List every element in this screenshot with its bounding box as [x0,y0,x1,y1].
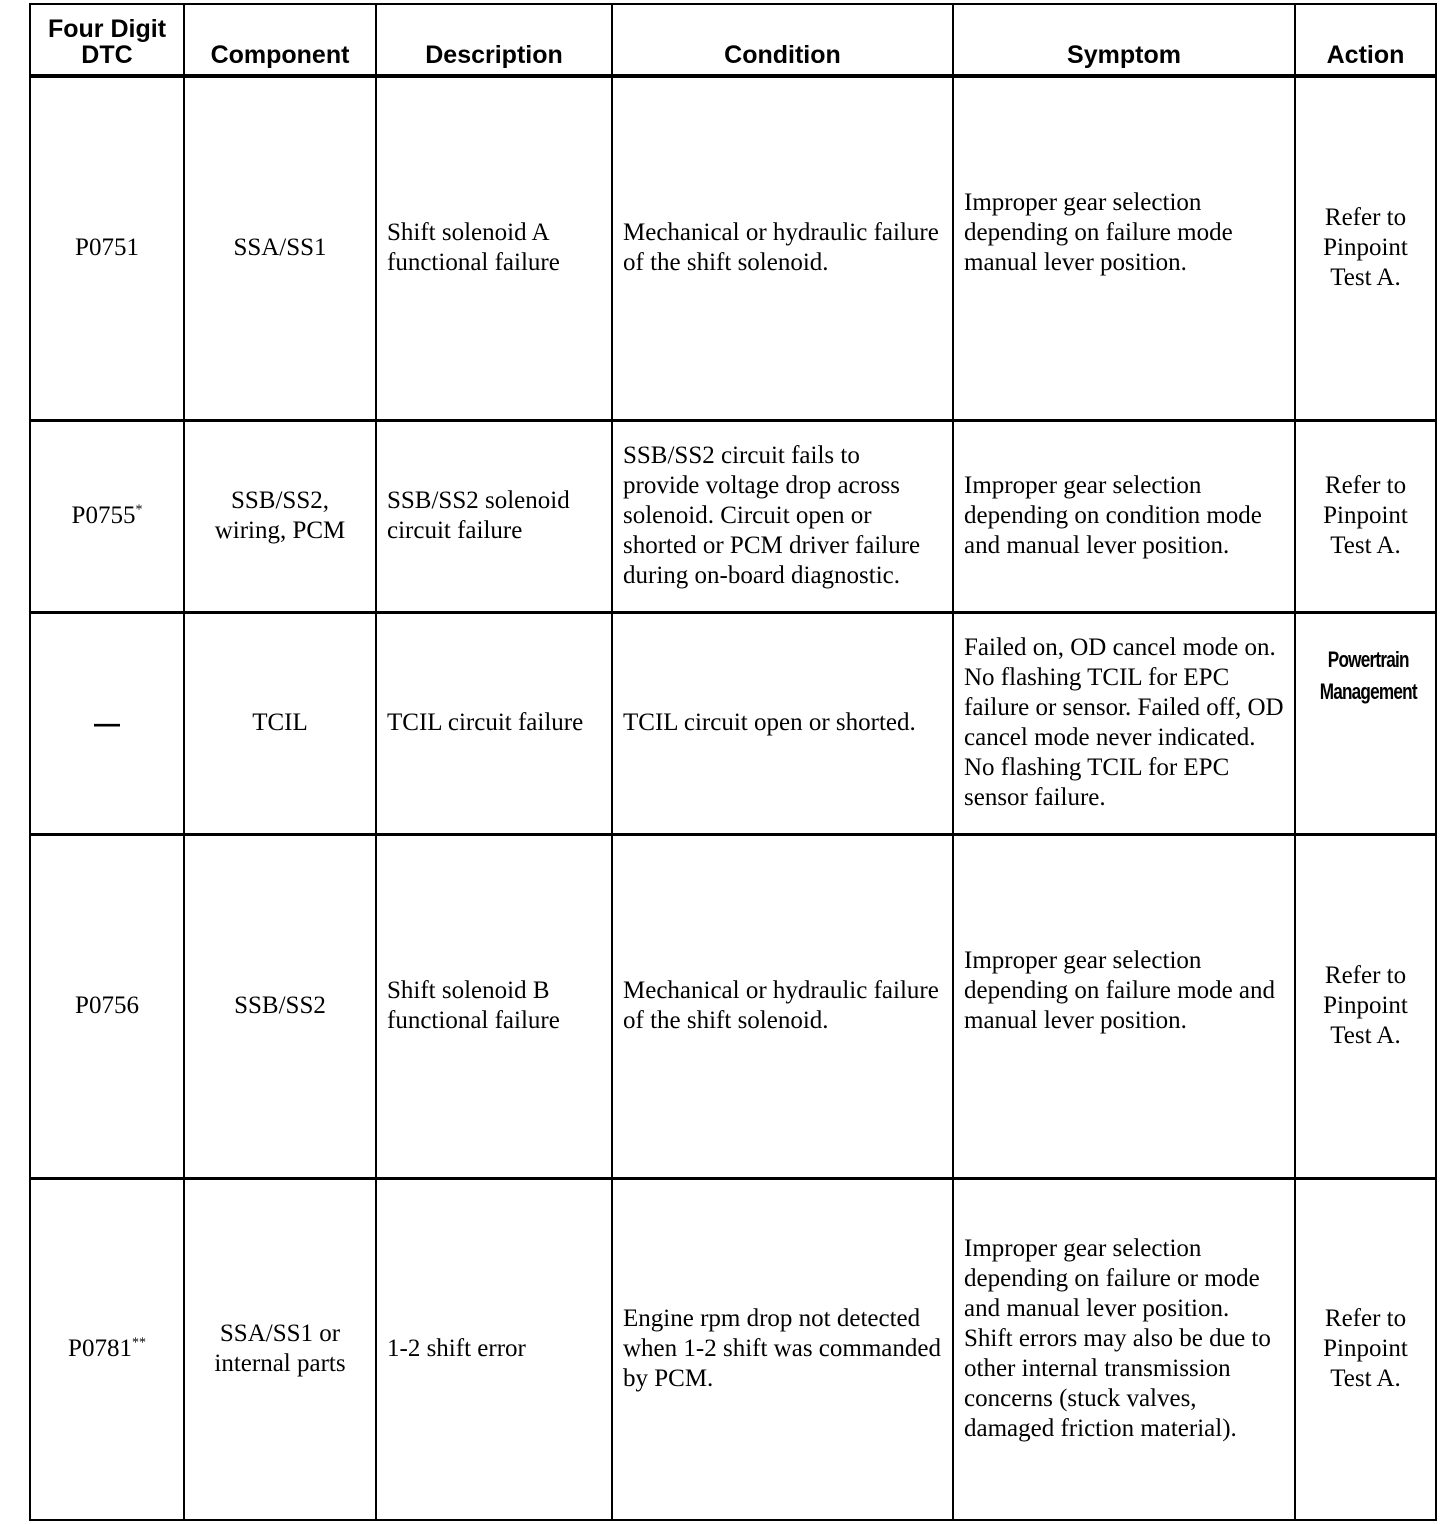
description-cell: TCIL circuit failure [376,612,612,834]
description-cell: SSB/SS2 solenoid circuit failure [376,420,612,612]
action-cell: Refer to Pinpoint Test A. [1295,420,1436,612]
symptom-cell: Improper gear selection depending on failure mode manual lever position. [953,76,1295,420]
dtc-code: P0751 [75,234,139,262]
header-dtc: Four Digit DTC [30,4,184,76]
header-action: Action [1295,4,1436,76]
header-component: Component [184,4,376,76]
condition-cell: Mechanical or hydraulic failure of the shift solenoid. [612,834,953,1178]
table-row [30,834,1436,1178]
powertrain-management-text: Powertrain Management [1319,646,1417,704]
dtc-code: P0781 [68,1335,132,1363]
component-cell: SSA/SS1 or internal parts [184,1178,376,1520]
header-description: Description [376,4,612,76]
description-cell: Shift solenoid B functional failure [376,834,612,1178]
symptom-cell: Improper gear selection depending on failure or mode and manual lever position. Shift errors may also be due to other internal transmission concerns (stuck valves, damaged friction material). [953,1178,1295,1520]
description-cell: Shift solenoid A functional failure [376,76,612,420]
symptom-cell: Failed on, OD cancel mode on. No flashing TCIL for EPC failure or sensor. Failed off, OD cancel mode never indicated. No flashing TCIL for EPC sensor failure. [953,612,1295,834]
action-cell [1295,612,1436,834]
component-cell: SSA/SS1 [184,76,376,420]
symptom-cell: Improper gear selection depending on condition mode and manual lever position. [953,420,1295,612]
dtc-code: P0756 [75,992,139,1019]
header-condition: Condition [612,4,953,76]
description-cell: 1-2 shift error [376,1178,612,1520]
header-row [30,4,1436,76]
header-symptom: Symptom [953,4,1295,76]
dtc-cell [30,1178,184,1520]
component-cell: TCIL [184,612,376,834]
table-row [30,612,1436,834]
dtc-footnote-mark: ** [131,1335,146,1351]
action-cell: Refer to Pinpoint Test A. [1295,834,1436,1178]
table-row [30,420,1436,612]
dtc-cell [30,420,184,612]
condition-cell: Engine rpm drop not detected when 1-2 shift was commanded by PCM. [612,1178,953,1520]
condition-cell: Mechanical or hydraulic failure of the shift solenoid. [612,76,953,420]
condition-cell: SSB/SS2 circuit fails to provide voltage drop across solenoid. Circuit open or shorted or PCM driver failure during on-board diagnostic. [612,420,953,612]
component-cell: SSB/SS2, wiring, PCM [184,420,376,612]
dtc-footnote-mark: * [135,502,143,518]
component-cell: SSB/SS2 [184,834,376,1178]
table-row [30,76,1436,420]
symptom-cell: Improper gear selection depending on failure mode and manual lever position. [953,834,1295,1178]
condition-cell: TCIL circuit open or shorted. [612,612,953,834]
table-row [30,1178,1436,1520]
dtc-code: P0755 [71,502,136,529]
dtc-cell [30,612,184,834]
action-cell: Refer to Pinpoint Test A. [1295,76,1436,420]
dtc-code: — [94,708,120,738]
dtc-cell [30,834,184,1178]
action-cell: Refer to Pinpoint Test A. [1295,1178,1436,1520]
dtc-cell [30,76,184,420]
dtc-table [29,3,1437,1521]
